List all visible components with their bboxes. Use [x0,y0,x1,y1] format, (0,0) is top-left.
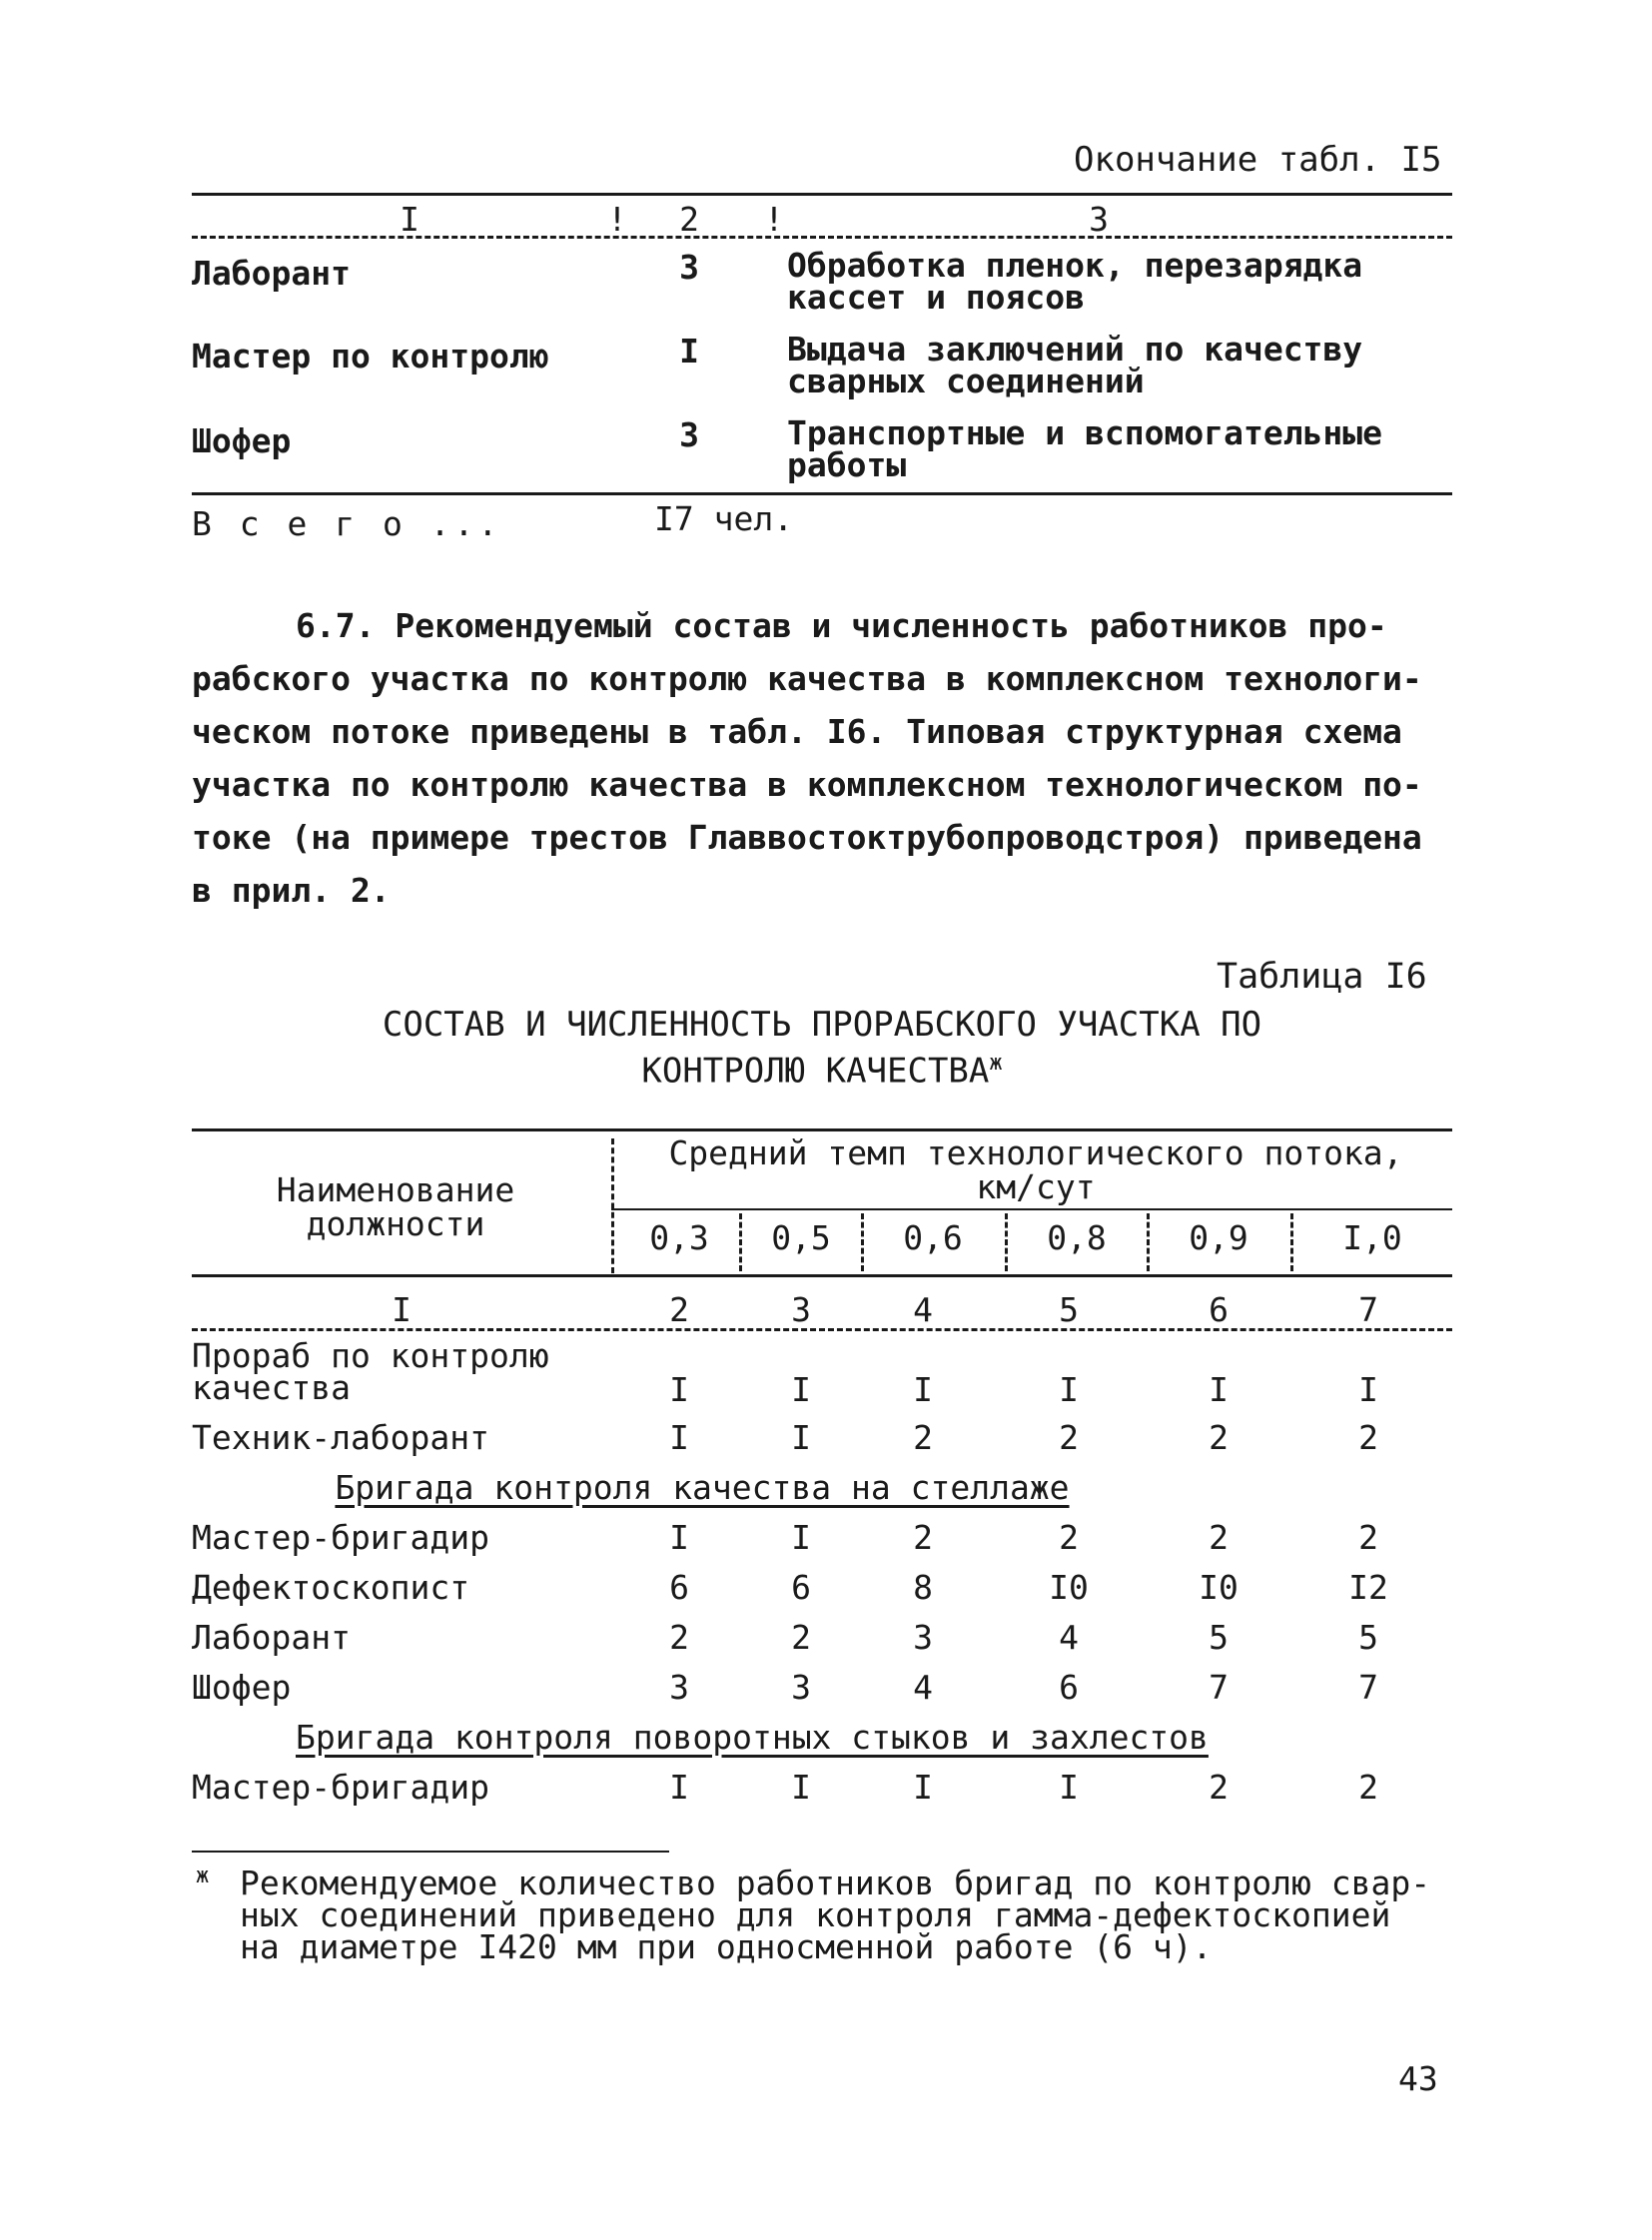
paragraph-line: в прил. 2. [192,871,391,910]
table16-colnum: I [392,1290,412,1329]
table16-colnum: 2 [669,1290,689,1329]
table16-top-rule [192,1128,1452,1131]
table16-cell: I0 [1049,1568,1089,1607]
table16-title-line2: КОНТРОЛЮ $КАЧЕСТВА^ж$ [641,1051,1003,1092]
table16-cell: I [1059,1768,1079,1807]
table16-row-name: Дефектоскопист [192,1568,470,1607]
page-number: 43 [1398,2059,1438,2098]
table15-row-name: Лаборант [192,254,351,293]
table16-row-name: Мастер-бригадир [192,1518,490,1557]
table15-row-work: Обработка пленок, перезарядка кассет и поясов [787,246,1363,317]
table16-tempo-rule [611,1208,1452,1210]
table16-cell: 2 [1358,1418,1378,1457]
table15-top-rule [192,193,1452,196]
table15-total-value: I7 чел. [654,499,794,538]
table16-cell: I [669,1418,689,1457]
table16-cell: 2 [1209,1768,1229,1807]
table16-header-tempo: Средний темп технологического потока, км/сут [668,1133,1403,1206]
table16-colnum: 4 [913,1290,933,1329]
table16-cell: 6 [791,1568,811,1607]
paragraph-line: рабского участка по контролю качества в комплексном технологи- [192,659,1422,698]
table16-section-2: Бригада контроля поворотных стыков и захлестов [296,1718,1209,1757]
table16-cell: 5 [1358,1618,1378,1657]
table16-cell: I0 [1199,1568,1239,1607]
table16-cell: 2 [1358,1518,1378,1557]
table16-row-name: Лаборант [192,1618,351,1657]
table16-cell: 8 [913,1568,933,1607]
table16-cell: 3 [913,1618,933,1657]
table16-cell: 2 [669,1618,689,1657]
table16-cell: I [1358,1370,1378,1409]
table16-cell: I [1059,1370,1079,1409]
table16-row-name: Техник-лаборант [192,1418,490,1457]
table16-cell: I [669,1370,689,1409]
table16-colnum: 3 [791,1290,811,1329]
table15-col-sep: ! [764,200,784,239]
table16-title-line1: СОСТАВ И ЧИСЛЕННОСТЬ ПРОРАБСКОГО УЧАСТКА ПО [382,1005,1262,1045]
table16-colnum: 6 [1209,1290,1229,1329]
table15-bottom-rule [192,492,1452,495]
table16-cell: 7 [1358,1668,1378,1707]
table16-row-name: Мастер-бригадир [192,1768,490,1807]
table16-tempo: 0,3 [649,1218,709,1257]
table15-row-name: Шофер [192,421,292,460]
table15-row-count: 3 [679,248,699,287]
table15-colnum-1: I [400,200,419,239]
table16-cell: 4 [1059,1618,1079,1657]
paragraph-line: участка по контролю качества в комплексном технологическом по- [192,765,1422,804]
footnote-mark: ж [196,1864,210,1888]
table16-header-name: Наименование должности [276,1170,515,1243]
table16-tempo: 0,5 [771,1218,831,1257]
table16-cell: I [913,1768,933,1807]
table15-row-work: Выдача заключений по качеству сварных соединений [787,330,1363,400]
table16-cell: 6 [1059,1668,1079,1707]
table16-header-divider [611,1138,614,1273]
table16-cell: I2 [1348,1568,1388,1607]
table15-row-count: I [679,332,699,371]
table16-section-1: Бригада контроля качества на стеллаже [335,1468,1070,1507]
table16-cell: 7 [1209,1668,1229,1707]
table16-cell: I [791,1370,811,1409]
table16-cell: I [791,1768,811,1807]
table15-row-work: Транспортные и вспомогательные работы [787,413,1383,484]
table16-cell: I [913,1370,933,1409]
table15-caption: Окончание табл. I5 [1074,140,1442,180]
table16-cell: I [669,1768,689,1807]
footnote-text: Рекомендуемое количество работников бригад по контролю свар- ных соединений приведено для контроля гамма-дефектоскопией на диаметре I420 мм при односменной работе (6 ч). [240,1864,1431,1966]
table16-tempo: 0,8 [1047,1218,1107,1257]
table16-label: Таблица I6 [1217,957,1427,997]
table15-row-name: Мастер по контролю [192,337,549,375]
table16-cell: 2 [1209,1418,1229,1457]
table16-cell: 2 [913,1418,933,1457]
table16-cell: I [791,1418,811,1457]
table16-cell: 2 [1358,1768,1378,1807]
table16-tempo: I,0 [1342,1218,1402,1257]
table16-cell: I [669,1518,689,1557]
table16-cell: I [1209,1370,1229,1409]
table16-cell: 3 [791,1668,811,1707]
table16-colnum: 5 [1059,1290,1079,1329]
footnote-mark: ж [989,1051,1003,1076]
table16-header-rule [192,1274,1452,1277]
table16-row-name: Прораб по контролю качества [192,1336,549,1407]
table16-cell: 2 [791,1618,811,1657]
table15-total-label: В с е г о ... [192,504,502,543]
table16-tempo: 0,6 [903,1218,963,1257]
table16-row-name: Шофер [192,1668,292,1707]
table15-row-count: 3 [679,415,699,454]
table16-cell: 3 [669,1668,689,1707]
table15-col-sep: ! [607,200,627,239]
paragraph-line: ческом потоке приведены в табл. I6. Типовая структурная схема [192,712,1402,751]
paragraph-6-7 [192,599,1422,917]
table16-cell: 5 [1209,1618,1229,1657]
table16-colnum: 7 [1358,1290,1378,1329]
footnote-rule [192,1851,669,1853]
table16-cell: I [791,1518,811,1557]
table16-cell: 2 [1059,1418,1079,1457]
table16-cell: 2 [913,1518,933,1557]
table16-cell: 4 [913,1668,933,1707]
table16-cell: 2 [1209,1518,1229,1557]
paragraph-line: 6.7. Рекомендуемый состав и численность работников про- [296,606,1387,645]
paragraph-line: токе (на примере трестов Главвостоктрубопроводстроя) приведена [192,818,1422,857]
table15-colnum-2: 2 [679,200,699,239]
table15-colnum-3: 3 [1089,200,1109,239]
table16-cell: 2 [1059,1518,1079,1557]
table16-cell: 6 [669,1568,689,1607]
table16-tempo: 0,9 [1189,1218,1248,1257]
